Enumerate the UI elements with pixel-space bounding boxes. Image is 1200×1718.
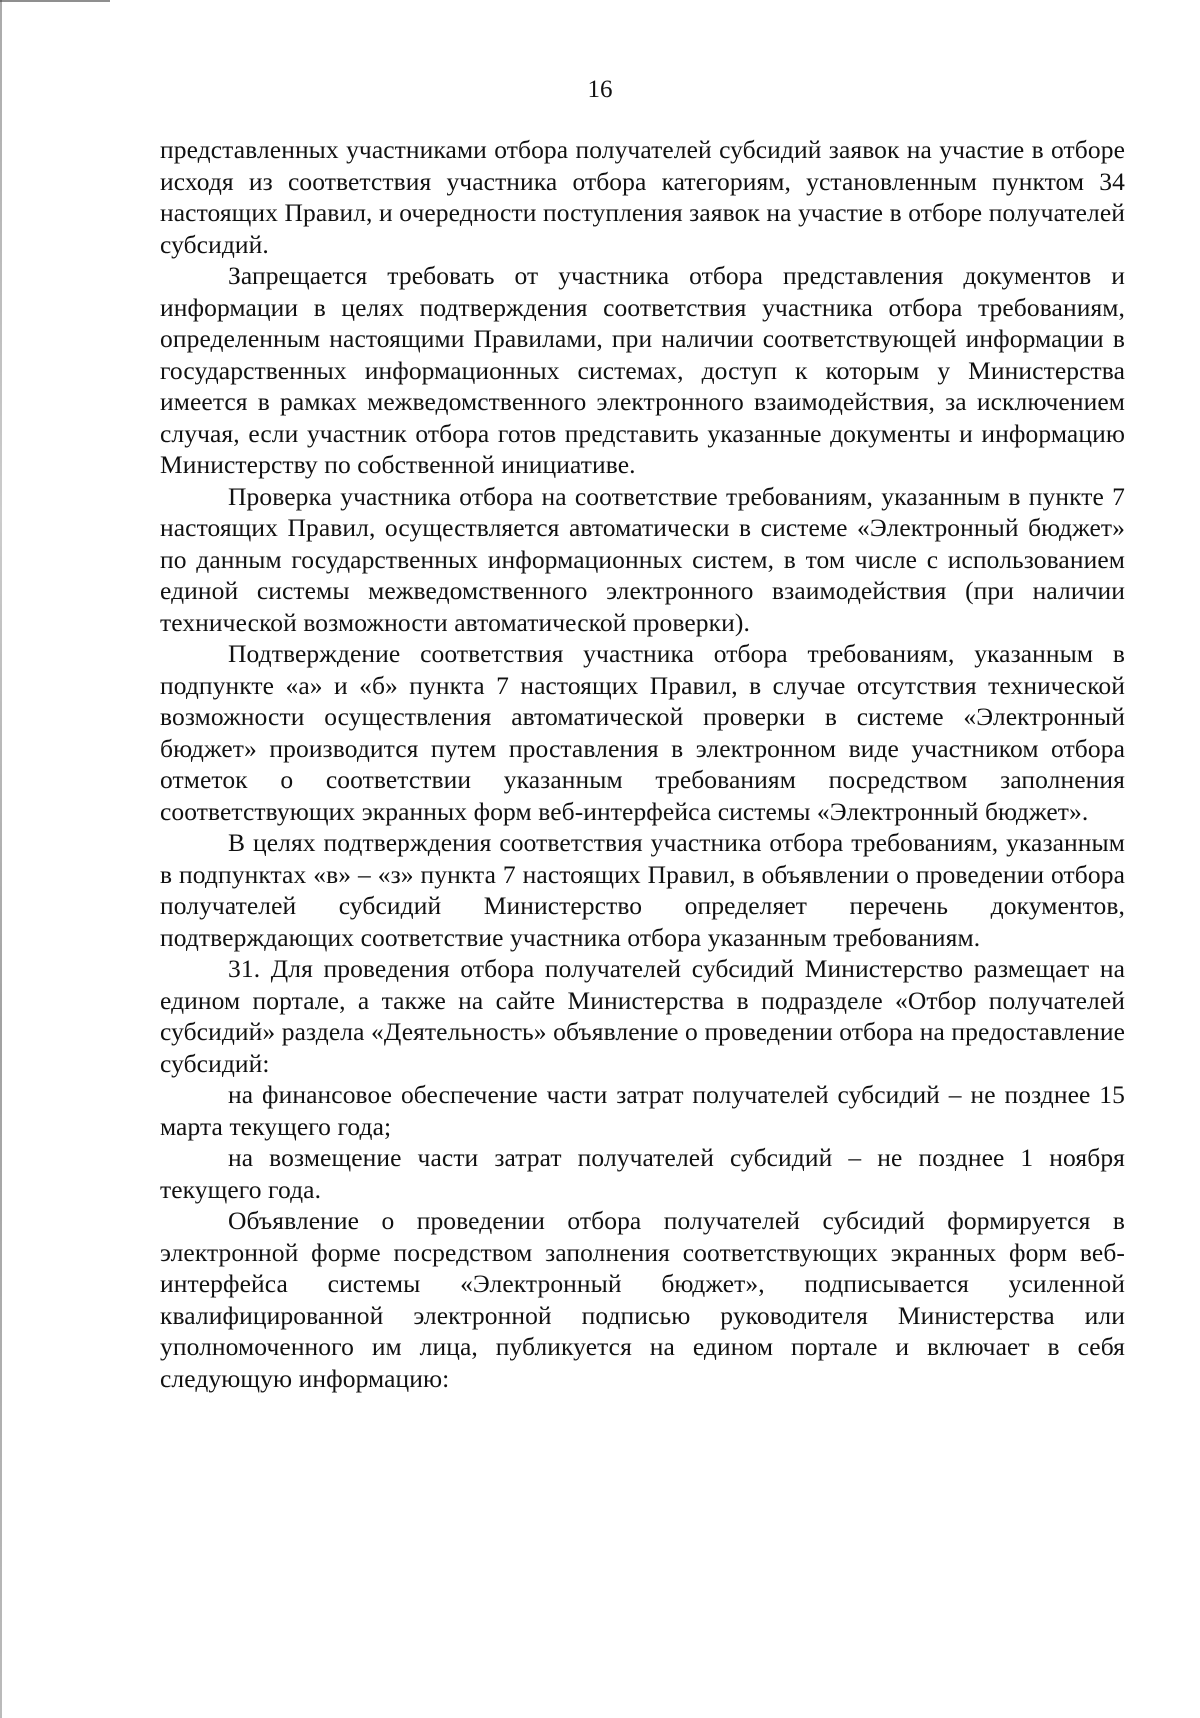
page-number: 16 [587, 76, 613, 103]
paragraph-deadline-reimbursement: на возмещение части затрат получателей субсидий – не позднее 1 ноября текущего года. [160, 1143, 1125, 1204]
paragraph-announcement: Объявление о проведении отбора получателей субсидий формируется в электронной форме посредством заполнения соответствующих экранных форм веб-интерфейса системы «Электронный бюджет», подписывается усиленной квалифицированной электронной подписью руководителя Министерства или уполномоченного им лица, публикуется на едином портале и включает в себя следующую информацию: [160, 1206, 1125, 1393]
scan-edge-top [0, 0, 110, 2]
paragraph-item-31: 31. Для проведения отбора получателей субсидий Министерство размещает на едином портале, а также на сайте Министерства в подразделе «Отбор получателей субсидий» раздела «Деятельность» объявление о проведении отбора на предоставление субсидий: [160, 954, 1125, 1078]
paragraph-deadline-financing: на финансовое обеспечение части затрат получателей субсидий – не позднее 15 марта текущего года; [160, 1080, 1125, 1141]
paragraph-prohibition: Запрещается требовать от участника отбора представления документов и информации в целях подтверждения соответствия участника отбора требованиям, определенным настоящими Правилами, при наличии соответствующей информации в государственных информационных системах, доступ к которым у Министерства имеется в рамках межведомственного электронного взаимодействия, за исключением случая, если участник отбора готов представить указанные документы и информацию Министерству по собственной инициативе. [160, 261, 1125, 479]
document-body [160, 134, 1125, 1394]
paragraph-documents-list: В целях подтверждения соответствия участника отбора требованиям, указанным в подпунктах «в» – «з» пункта 7 настоящих Правил, в объявлении о проведении отбора получателей субсидий Министерство определяет перечень документов, подтверждающих соответствие участника отбора указанным требованиям. [160, 828, 1125, 952]
paragraph-continuation: представленных участниками отбора получателей субсидий заявок на участие в отборе исходя из соответствия участника отбора категориям, установленным пунктом 34 настоящих Правил, и очередности поступления заявок на участие в отборе получателей субсидий. [160, 135, 1125, 259]
paragraph-automatic-check: Проверка участника отбора на соответствие требованиям, указанным в пункте 7 настоящих Правил, осуществляется автоматически в системе «Электронный бюджет» по данным государственных информационных систем, в том числе с использованием единой системы межведомственного электронного взаимодействия (при наличии технической возможности автоматической проверки). [160, 481, 1125, 637]
scan-edge-left [0, 0, 2, 1718]
paragraph-confirmation: Подтверждение соответствия участника отбора требованиям, указанным в подпункте «а» и «б» пункта 7 настоящих Правил, в случае отсутствия технической возможности осуществления автоматической проверки в системе «Электронный бюджет» производится путем проставления в электронном виде участником отбора отметок о соответствии указанным требованиям посредством заполнения соответствующих экранных форм веб-интерфейса системы «Электронный бюджет». [160, 639, 1125, 826]
